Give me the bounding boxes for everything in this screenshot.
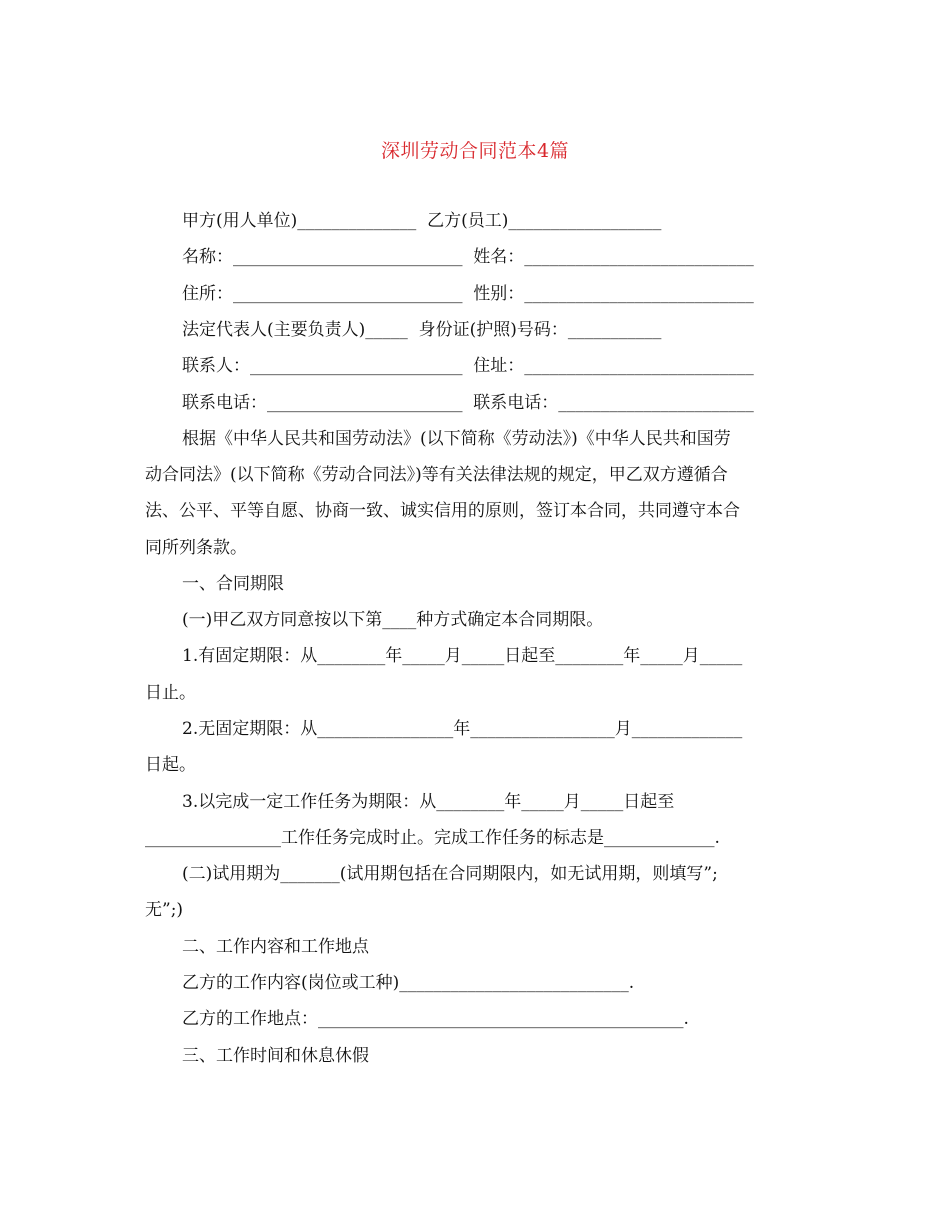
section-heading-hours: 三、工作时间和休息休假 (182, 1046, 369, 1066)
section-heading-work: 二、工作内容和工作地点 (182, 937, 369, 957)
term-item-fixed: 1.有固定期限：从________年_____月_____日起至________年_____月_____ (182, 646, 743, 666)
term-item-fixed-cont: 日止。 (145, 683, 196, 703)
intro-line: 法、公平、平等自愿、协商一致、诚实信用的原则，签订本合同，共同遵守本合 (145, 501, 740, 521)
intro-line: 动合同法》(以下简称《劳动合同法》)等有关法律法规的规定，甲乙双方遵循合 (145, 465, 728, 485)
term-item-open: 2.无固定期限：从________________年_________________月_____________ (182, 719, 743, 739)
term-item-task: 3.以完成一定工作任务为期限：从________年_____月_____日起至 (182, 792, 675, 812)
probation-paragraph-cont: 无”;) (145, 900, 184, 920)
document-title: 深圳劳动合同范本4篇 (380, 140, 570, 162)
section-heading-term: 一、合同期限 (182, 574, 284, 594)
party-row-legal-rep-id: 法定代表人(主要负责人)_____ 身份证(护照)号码：___________ (182, 320, 662, 340)
party-row-employer-employee: 甲方(用人单位)______________ 乙方(员工)__________________ (182, 211, 662, 231)
party-row-name: 名称：___________________________ 姓名：___________________________ (182, 247, 754, 267)
intro-line: 同所列条款。 (145, 538, 247, 558)
party-row-contact-address: 联系人：_________________________ 住址：___________________________ (182, 356, 754, 376)
probation-paragraph: (二)试用期为_______(试用期包括在合同期限内，如无试用期，则填写”; (182, 864, 718, 884)
term-method-paragraph: (一)甲乙双方同意按以下第____种方式确定本合同期限。 (182, 610, 604, 630)
party-row-address-gender: 住所：___________________________ 性别：___________________________ (182, 284, 754, 304)
work-location-line: 乙方的工作地点：___________________________________________. (182, 1009, 689, 1029)
term-item-task-cont: ________________工作任务完成时止。完成工作任务的标志是_____________. (145, 828, 720, 848)
term-item-open-cont: 日起。 (145, 755, 196, 775)
party-row-phone: 联系电话：_______________________ 联系电话：_______________________ (182, 393, 754, 413)
intro-line: 根据《中华人民共和国劳动法》(以下简称《劳动法》)《中华人民共和国劳 (182, 429, 731, 449)
work-content-line: 乙方的工作内容(岗位或工种)___________________________. (182, 973, 635, 993)
